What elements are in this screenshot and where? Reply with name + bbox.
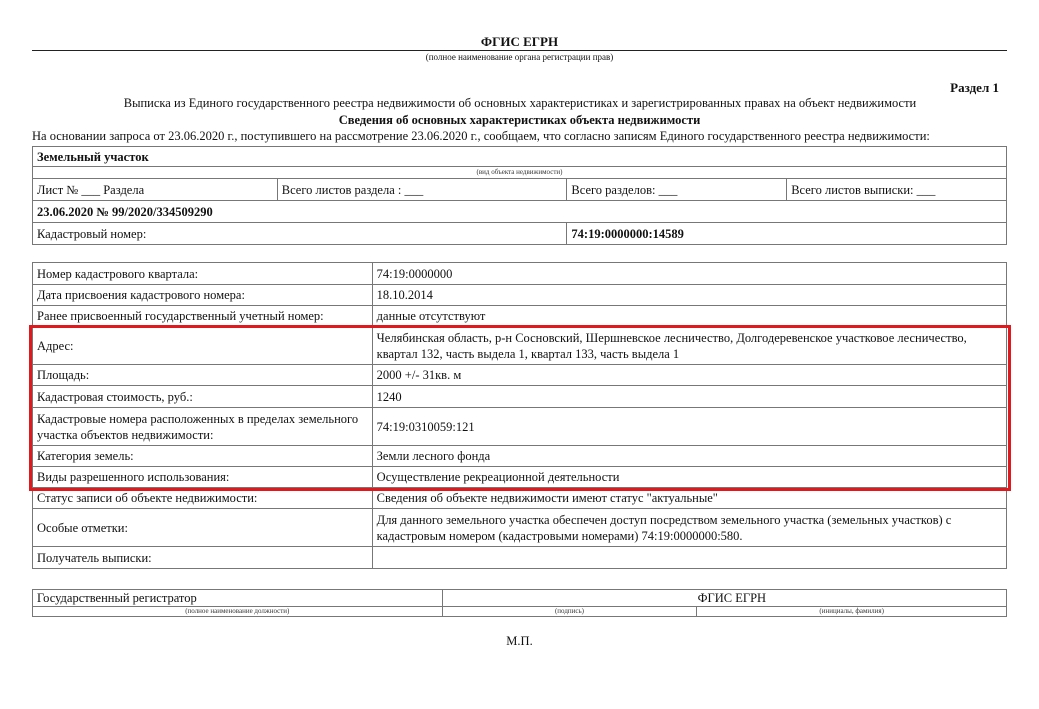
- contained-objects-value: 74:19:0310059:121: [372, 408, 1006, 446]
- table-row: [33, 263, 1007, 285]
- contained-objects-label: Кадастровые номера расположенных в пределах земельного участка объектов недвижимости:: [33, 408, 373, 446]
- address-label: Адрес:: [33, 327, 373, 365]
- registry-title: ФГИС ЕГРН: [480, 34, 559, 49]
- land-category-value: Земли лесного фонда: [372, 446, 1006, 467]
- cadastral-number-label: Кадастровый номер:: [33, 223, 567, 245]
- area-value: 2000 +/- 31кв. м: [372, 365, 1006, 386]
- object-type-caption: (вид объекта недвижимости): [33, 167, 1007, 179]
- name-caption: (инициалы, фамилия): [697, 607, 1007, 617]
- table-row: [33, 285, 1007, 306]
- signature-caption: (подпись): [442, 607, 697, 617]
- object-info-table: [32, 146, 1007, 245]
- cadastral-number-value: 74:19:0000000:14589: [567, 223, 1007, 245]
- signature-table: [32, 589, 1007, 617]
- cadastral-cost-value: 1240: [372, 386, 1006, 408]
- record-status-value: Сведения об объекте недвижимости имеют статус "актуальные": [372, 488, 1006, 509]
- stamp-place: М.П.: [506, 634, 533, 648]
- recipient-label: Получатель выписки:: [33, 547, 373, 569]
- registry-subtitle: (полное наименование органа регистрации прав): [425, 52, 614, 62]
- section-label: Раздел 1: [950, 80, 999, 95]
- document-title: Выписка из Единого государственного реестра недвижимости об основных характеристиках и зарегистрированных правах на объект недвижимости: [123, 96, 917, 110]
- previous-number-value: данные отсутствуют: [372, 306, 1006, 327]
- cadastral-cost-label: Кадастровая стоимость, руб.:: [33, 386, 373, 408]
- extract-sheets-total: Всего листов выписки: ___: [787, 179, 1007, 201]
- land-category-label: Категория земель:: [33, 446, 373, 467]
- assignment-date-label: Дата присвоения кадастрового номера:: [33, 285, 373, 306]
- assignment-date-value: 18.10.2014: [372, 285, 1006, 306]
- document-number: 23.06.2020 № 99/2020/334509290: [33, 201, 1007, 223]
- document-subtitle: Сведения об основных характеристиках объекта недвижимости: [338, 113, 701, 127]
- table-row: [33, 306, 1007, 327]
- area-label: Площадь:: [33, 365, 373, 386]
- permitted-use-label: Виды разрешенного использования:: [33, 467, 373, 488]
- highlight-box: [29, 325, 1011, 491]
- quarter-number-value: 74:19:0000000: [372, 263, 1006, 285]
- registrar-name: ФГИС ЕГРН: [442, 590, 1006, 607]
- record-status-label: Статус записи об объекте недвижимости:: [33, 488, 373, 509]
- permitted-use-value: Осуществление рекреационной деятельности: [372, 467, 1006, 488]
- recipient-value: [372, 547, 1006, 569]
- special-notes-label: Особые отметки:: [33, 509, 373, 547]
- position-caption: (полное наименование должности): [33, 607, 443, 617]
- table-row: [33, 509, 1007, 547]
- title-underline: [32, 50, 1007, 51]
- address-value: Челябинская область, р-н Сосновский, Шершневское лесничество, Долгодеревенское участковое лесничество, квартал 132, часть выдела 1, квартал 133, часть выдела 1: [372, 327, 1006, 365]
- quarter-number-label: Номер кадастрового квартала:: [33, 263, 373, 285]
- sheets-total: Всего листов раздела : ___: [277, 179, 567, 201]
- registrar-position: Государственный регистратор: [33, 590, 443, 607]
- request-basis: На основании запроса от 23.06.2020 г., поступившего на рассмотрение 23.06.2020 г., сообщаем, что согласно записям Единого государственного реестра недвижимости:: [32, 129, 930, 143]
- special-notes-value: Для данного земельного участка обеспечен доступ посредством земельного участка (земельных участков) с кадастровым номером (кадастровыми номерами) 74:19:0000000:580.: [372, 509, 1006, 547]
- object-type: Земельный участок: [33, 147, 1007, 167]
- table-row: [33, 547, 1007, 569]
- previous-number-label: Ранее присвоенный государственный учетный номер:: [33, 306, 373, 327]
- sheet-number: Лист № ___ Раздела: [33, 179, 278, 201]
- sections-total: Всего разделов: ___: [567, 179, 787, 201]
